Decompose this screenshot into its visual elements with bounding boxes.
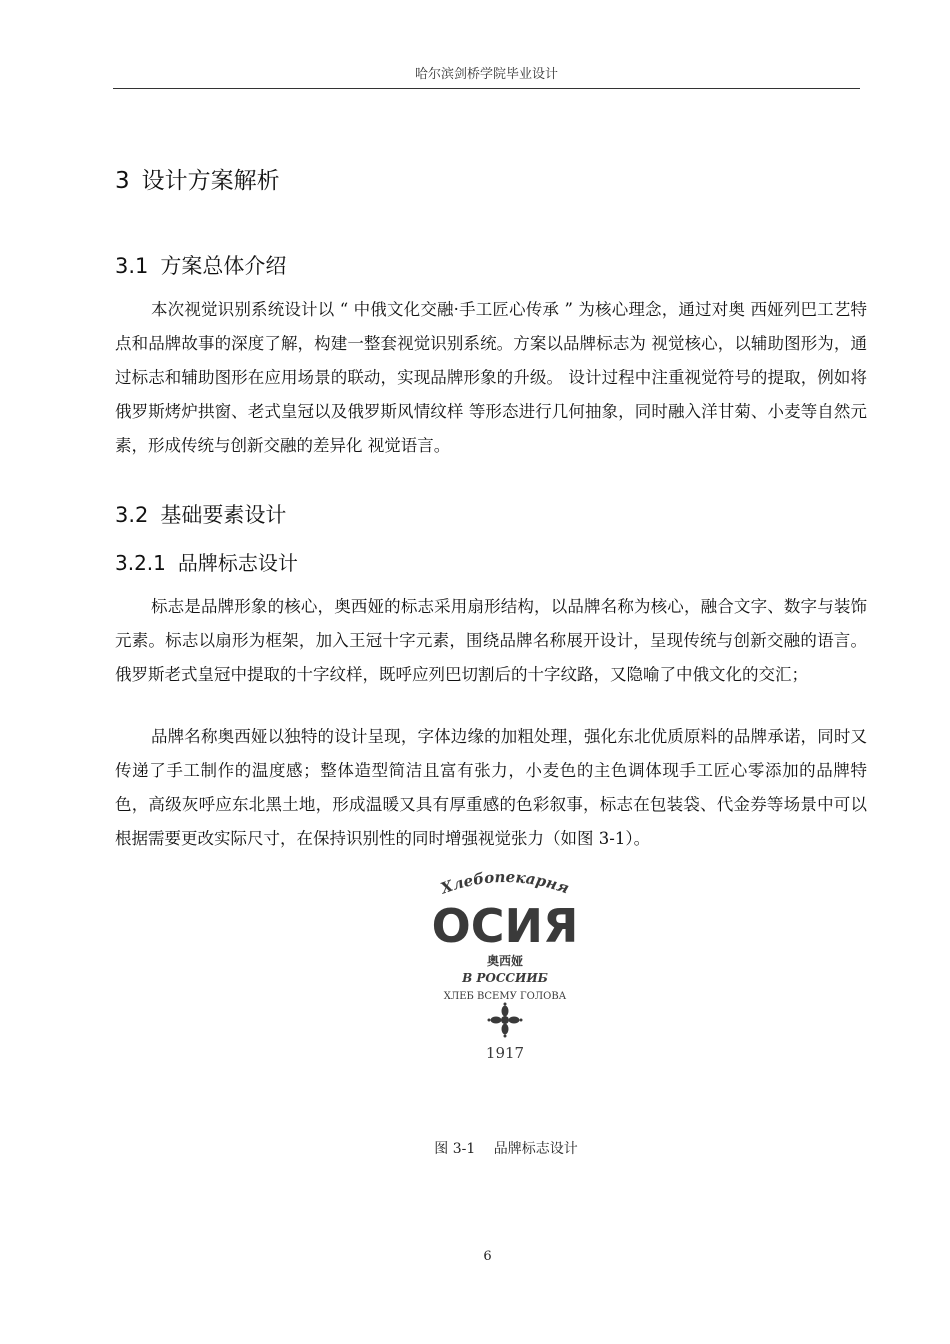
section-3-1-title: 方案总体介绍 xyxy=(160,254,287,278)
brand-logo-figure xyxy=(415,868,595,1068)
section-3-2-number: 3.2 xyxy=(115,503,149,527)
section-3-2-1-paragraph-2: 品牌名称奥西娅以独特的设计呈现，字体边缘的加粗处理，强化东北优质原料的品牌承诺，同时又传递了手工制作的温度感；整体造型简洁且富有张力，小麦色的主色调体现手工匠心零添加的品牌特色，高级灰呼应东北黑土地，形成温暖又具有厚重感的色彩叙事，标志在包装袋、代金券等场景中可以根据需要更改实际尺寸，在保持识别性的同时增强视觉张力（如图 3-1）。 xyxy=(115,727,867,848)
page-number: 6 xyxy=(483,1249,492,1264)
logo-year: 1917 xyxy=(485,1044,525,1062)
logo-brand-name: ОСИЯ xyxy=(431,899,579,953)
section-3-heading xyxy=(115,162,280,195)
section-3-number: 3 xyxy=(115,168,130,194)
header-divider xyxy=(113,88,860,89)
section-3-1-number: 3.1 xyxy=(115,254,149,278)
section-3-2-title: 基础要素设计 xyxy=(160,503,287,527)
section-3-2-1-paragraph-1: 标志是品牌形象的核心，奥西娅的标志采用扇形结构，以品牌名称为核心，融合文字、数字与装饰元素。标志以扇形为框架，加入王冠十字元素，围绕品牌名称展开设计，呈现传统与创新交融的语言。俄罗斯老式皇冠中提取的十字纹样，既呼应列巴切割后的十字纹路，又隐喻了中俄文化的交汇； xyxy=(115,597,867,684)
logo-chinese-name: 奥西娅 xyxy=(486,954,524,968)
figure-caption: 图 3-1 品牌标志设计 xyxy=(434,1141,578,1157)
logo-subtitle: В РОССИИБ xyxy=(462,971,548,985)
section-3-2-1-heading xyxy=(115,547,298,576)
logo-tagline: ХЛЕБ ВСЕМУ ГОЛОВА xyxy=(443,991,567,1002)
section-3-title: 设计方案解析 xyxy=(141,168,280,194)
section-3-1-heading xyxy=(115,250,286,280)
section-3-1-paragraph: 本次视觉识别系统设计以 “ 中俄文化交融·手工匠心传承 ” 为核心理念，通过对奥 西娅列巴工艺特点和品牌故事的深度了解，构建一整套视觉识别系统。方案以品牌标志为 视觉核心，以辅助图形为，通过标志和辅助图形在应用场景的联动，实现品牌形象的升级。 设计过程中注重视觉符号的提取，例如将俄罗斯烤炉拱窗、老式皇冠以及俄罗斯风情纹样 等形态进行几何抽象，同时融入洋甘菊、小麦等自然元素，形成传统与创新交融的差异化 视觉语言。 xyxy=(115,300,867,455)
section-3-2-heading xyxy=(115,499,286,529)
section-3-2-1-number: 3.2.1 xyxy=(115,551,166,575)
crown-cross-icon xyxy=(488,1003,523,1038)
section-3-2-1-title: 品牌标志设计 xyxy=(177,551,298,575)
running-header: 哈尔滨剑桥学院毕业设计 xyxy=(414,67,558,82)
brand-logo xyxy=(415,868,595,1068)
logo-arc-text: Хлебопекарня xyxy=(438,868,572,898)
